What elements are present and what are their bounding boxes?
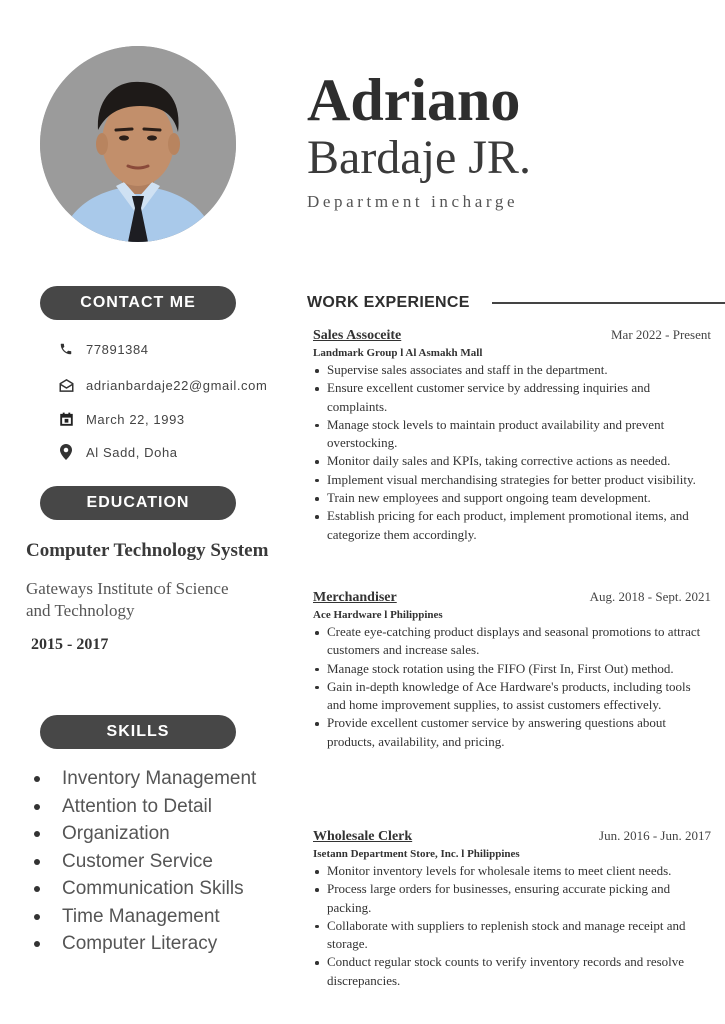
skill-item: Computer Literacy	[32, 930, 256, 958]
contact-location	[58, 444, 178, 460]
education-section-header: EDUCATION	[40, 486, 236, 520]
job-company: Isetann Department Store, Inc. l Philippines	[313, 848, 520, 860]
calendar-icon	[58, 411, 74, 427]
job-duties	[313, 623, 711, 751]
first-name: Adriano	[307, 67, 521, 133]
duty-item: Gain in-depth knowledge of Ace Hardware's products, including tools and home improvement supplies, to assist customers effectively.	[313, 678, 711, 715]
duty-item: Manage stock levels to maintain product availability and prevent overstocking.	[313, 416, 711, 453]
job-dates: Jun. 2016 - Jun. 2017	[599, 828, 711, 843]
education-degree: Computer Technology System	[26, 540, 269, 561]
skills-section-header: SKILLS	[40, 715, 236, 749]
education-school: Gateways Institute of Science and Technology	[26, 579, 229, 620]
skills-list	[32, 765, 256, 958]
contact-phone	[58, 341, 149, 357]
job-role: Merchandiser	[313, 590, 397, 605]
phone-icon	[58, 341, 74, 357]
profile-photo	[40, 46, 236, 242]
education-years: 2015 - 2017	[31, 636, 109, 653]
duty-item: Create eye-catching product displays and seasonal promotions to attract customers and increase sales.	[313, 623, 711, 660]
envelope-icon	[58, 377, 74, 393]
duty-item: Monitor daily sales and KPIs, taking corrective actions as needed.	[313, 452, 711, 470]
job-title: Department incharge	[307, 192, 519, 211]
location-text: Al Sadd, Doha	[86, 444, 178, 460]
duty-item: Provide excellent customer service by answering questions about products, availability, and pricing.	[313, 714, 711, 751]
job-dates: Mar 2022 - Present	[610, 327, 711, 342]
job-role: Wholesale Clerk	[313, 829, 413, 844]
skill-item: Time Management	[32, 903, 256, 931]
job-duties	[313, 361, 711, 544]
duty-item: Process large orders for businesses, ensuring accurate picking and packing.	[313, 880, 711, 917]
duty-item: Supervise sales associates and staff in the department.	[313, 361, 711, 379]
job-entry	[313, 828, 711, 990]
skill-item: Organization	[32, 820, 256, 848]
section-divider	[492, 302, 725, 304]
email-text: adrianbardaje22@gmail.com	[86, 377, 268, 393]
last-name: Bardaje JR.	[307, 131, 531, 184]
person-illustration-icon	[40, 46, 236, 242]
contact-section-header: CONTACT ME	[40, 286, 236, 320]
location-pin-icon	[58, 444, 74, 460]
duty-item: Ensure excellent customer service by addressing inquiries and complaints.	[313, 379, 711, 416]
duty-item: Conduct regular stock counts to verify inventory records and resolve discrepancies.	[313, 953, 711, 990]
duty-item: Monitor inventory levels for wholesale items to meet client needs.	[313, 862, 711, 880]
job-company: Ace Hardware l Philippines	[313, 609, 443, 621]
skill-item: Attention to Detail	[32, 793, 256, 821]
job-entry	[313, 589, 711, 751]
duty-item: Establish pricing for each product, implement promotional items, and categorize them accordingly.	[313, 507, 711, 544]
job-company: Landmark Group l Al Asmakh Mall	[313, 347, 483, 359]
contact-email	[58, 377, 267, 393]
job-role: Sales Assoceite	[313, 328, 402, 343]
skill-item: Communication Skills	[32, 875, 256, 903]
duty-item: Manage stock rotation using the FIFO (First In, First Out) method.	[313, 660, 711, 678]
skill-item: Customer Service	[32, 848, 256, 876]
duty-item: Collaborate with suppliers to replenish stock and manage receipt and storage.	[313, 917, 711, 954]
birthday-text: March 22, 1993	[86, 411, 185, 427]
phone-text: 77891384	[86, 341, 149, 357]
contact-birthday	[58, 411, 185, 427]
job-entry	[313, 327, 711, 544]
duty-item: Train new employees and support ongoing team development.	[313, 489, 711, 507]
job-dates: Aug. 2018 - Sept. 2021	[589, 589, 711, 604]
work-experience-header: WORK EXPERIENCE	[307, 294, 470, 311]
skill-item: Inventory Management	[32, 765, 256, 793]
duty-item: Implement visual merchandising strategies for better product visibility.	[313, 471, 711, 489]
job-duties	[313, 862, 711, 990]
